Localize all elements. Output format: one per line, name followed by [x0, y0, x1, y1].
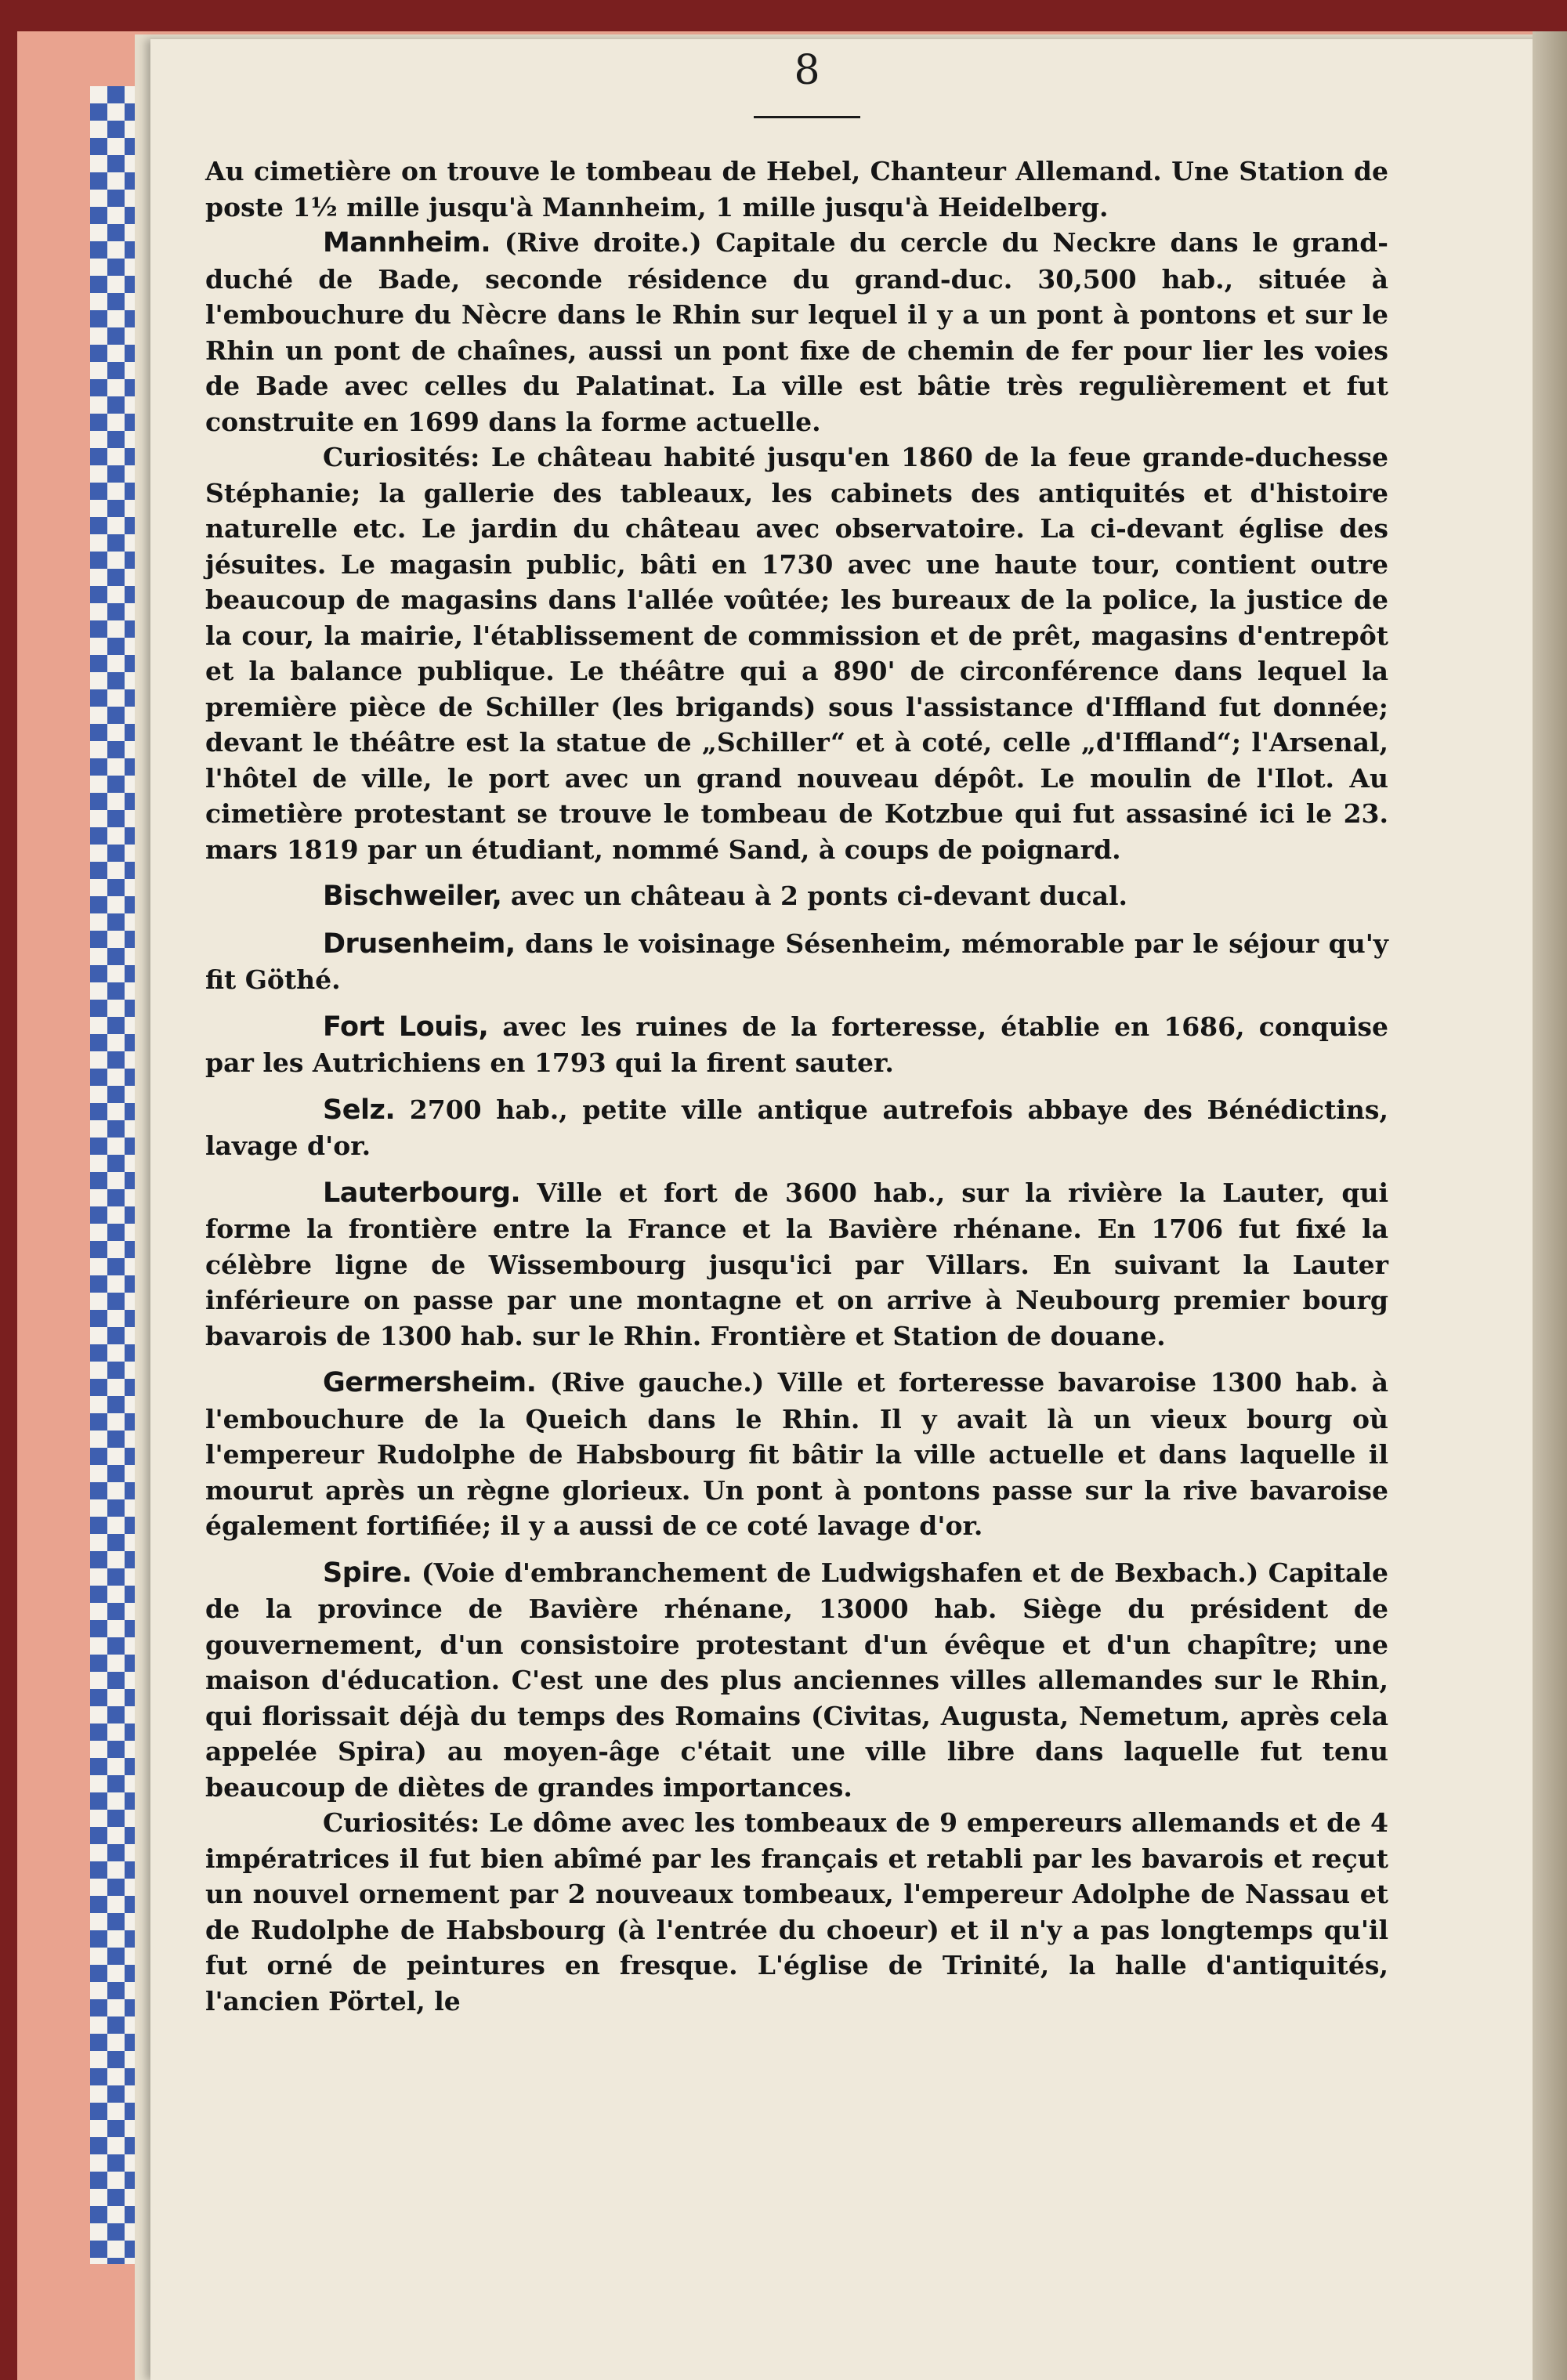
paragraph-fort-louis: Fort Louis, avec les ruines de la forteresse, établie en 1686, conquise par les Autrichiens en 1793 qui la firent sauter. [205, 1011, 1388, 1078]
place-heading: Lauterbourg. [323, 1177, 521, 1209]
paragraph-hebel: Au cimetière on trouve le tombeau de Hebel, Chanteur Allemand. Une Station de poste 1½ mille jusqu'à Mannheim, 1 mille jusqu'à Heidelberg. [205, 156, 1388, 222]
book-spine [1533, 31, 1567, 2380]
paragraph-germersheim: Germersheim. (Rive gauche.) Ville et forteresse bavaroise 1300 hab. à l'embouchure de la Queich dans le Rhin. Il y avait là un vieux bourg où l'empereur Rudolphe de Habsbourg fit bâtir la ville actuelle et dans laquelle il mourut après un règne glorieux. Un pont à pontons passe sur la rive bavaroise également fortifiée; il y a aussi de ce coté lavage d'or. [205, 1367, 1388, 1541]
paragraph-bischweiler: Bischweiler, avec un château à 2 ponts ci-devant ducal. [323, 881, 1128, 912]
place-heading: Selz. [323, 1094, 396, 1126]
paragraph-selz: Selz. 2700 hab., petite ville antique autrefois abbaye des Bénédictins, lavage d'or. [205, 1094, 1388, 1161]
place-heading: Drusenheim, [323, 928, 516, 960]
place-heading: Spire. [323, 1557, 412, 1589]
paragraph-mannheim-curiosities: Curiosités: Le château habité jusqu'en 1860 de la feue grande-duchesse Stéphanie; la gallerie des tableaux, les cabinets des antiquités et d'histoire naturelle etc. Le jardin du château avec observatoire. La ci-devant église des jésuites. Le magasin public, bâti en 1730 avec une haute tour, contient outre beaucoup de magasins dans l'allée voûtée; les bureaux de la police, la justice de la cour, la mairie, l'établissement de commission et de prêt, magasins d'entrepôt et la balance publique. Le théâtre qui a 890' de circonférence dans lequel la première pièce de Schiller (les brigands) sous l'assistance d'Iffland fut donnée; devant le théâtre est la statue de „Schiller“ et à coté, celle „d'Iffland“; l'Arsenal, l'hôtel de ville, le port avec un grand nouveau dépôt. Le moulin de l'Ilot. Au cimetière protestant se trouve le tombeau de Kotzbue qui fut assasiné ici le 23. mars 1819 par un étudiant, nommé Sand, à coups de poignard. [205, 442, 1388, 865]
page-number-rule [754, 116, 860, 118]
paragraph-spire-curiosities: Curiosités: Le dôme avec les tombeaux de 9 empereurs allemands et de 4 impératrices il fut bien abîmé par les français et retabli par les bavarois et reçut un nouvel ornement par 2 nouveaux tombeaux, l'empereur Adolphe de Nassau et de Rudolphe de Habsbourg (à l'entrée du choeur) et il n'y a pas longtemps qu'il fut orné de peintures en fresque. L'église de Trinité, la halle d'antiquités, l'ancien Pörtel, le [205, 1807, 1388, 2016]
place-heading: Germersheim. [323, 1367, 537, 1398]
paragraph-drusenheim: Drusenheim, dans le voisinage Sésenheim, mémorable par le séjour qu'y fit Göthé. [205, 928, 1388, 995]
paragraph-lauterbourg: Lauterbourg. Ville et fort de 3600 hab., sur la rivière la Lauter, qui forme la frontière entre la France et la Bavière rhénane. En 1706 fut fixé la célèbre ligne de Wissembourg jusqu'ici par Villars. En suivant la Lauter inférieure on passe par une montagne et on arrive à Neubourg premier bourg bavarois de 1300 hab. sur le Rhin. Frontière et Station de douane. [205, 1177, 1388, 1351]
place-heading: Bischweiler, [323, 881, 502, 912]
place-heading: Mannheim. [323, 227, 491, 259]
page-body [205, 154, 1388, 2019]
page-number: 8 [794, 47, 820, 94]
place-heading: Fort Louis, [323, 1011, 489, 1043]
paragraph-spire: Spire. (Voie d'embranchement de Ludwigshafen et de Bexbach.) Capitale de la province de Bavière rhénane, 13000 hab. Siège du président de gouvernement, d'un consistoire protestant d'un évêque et d'un chapître; une maison d'éducation. C'est une des plus anciennes villes allemandes sur le Rhin, qui florissait déjà du temps des Romains (Civitas, Augusta, Nemetum, après cela appelée Spira) au moyen-âge c'était une ville libre dans laquelle fut tenu beaucoup de diètes de grandes importances. [205, 1557, 1388, 1803]
paragraph-mannheim: Mannheim. (Rive droite.) Capitale du cercle du Neckre dans le grand-duché de Bade, seconde résidence du grand-duc. 30,500 hab., située à l'embouchure du Nècre dans le Rhin sur lequel il y a un pont à pontons et sur le Rhin un pont de chaînes, aussi un pont fixe de chemin de fer pour lier les voies de Bade avec celles du Palatinat. La ville est bâtie très regulièrement et fut construite en 1699 dans la forme actuelle. [205, 227, 1388, 437]
